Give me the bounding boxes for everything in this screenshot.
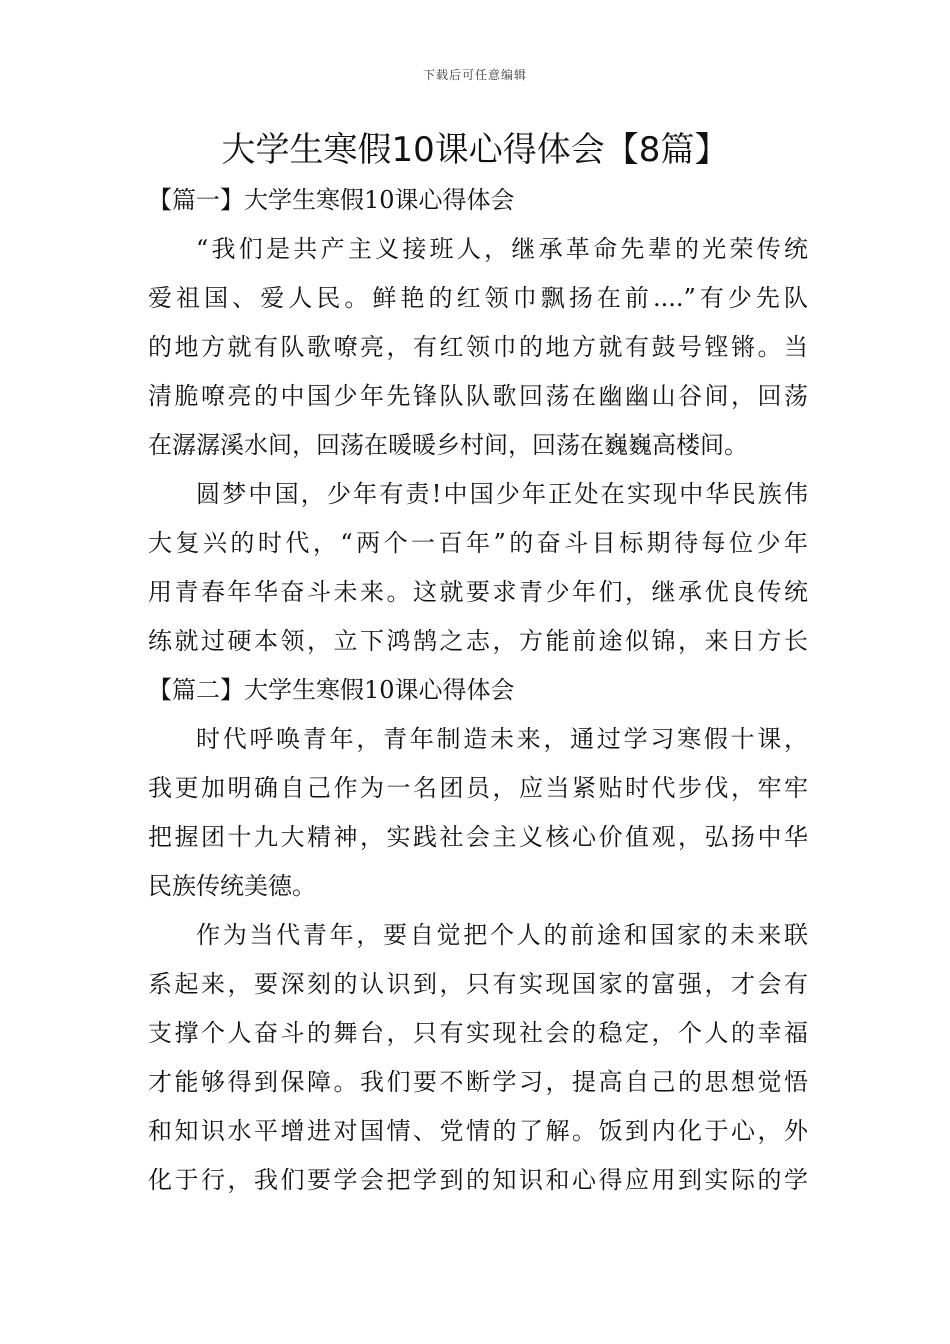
- paragraph-2-2: [148, 911, 808, 1205]
- text-line: 系起来，要深刻的认识到，只有实现国家的富强，才会有: [148, 970, 808, 998]
- text-line: 大复兴的时代，“两个一百年”的奋斗目标期待每位少年: [148, 529, 808, 557]
- text-line: 用青春年华奋斗未来。这就要求青少年们，继承优良传统: [148, 578, 808, 606]
- text-line: 时代呼唤青年，青年制造未来，通过学习寒假十课，: [196, 725, 808, 753]
- paragraph-1-2: [148, 470, 808, 666]
- text-line: 民族传统美德。: [148, 872, 316, 900]
- text-line: 作为当代青年，要自觉把个人的前途和国家的未来联: [196, 921, 808, 949]
- text-line: 在潺潺溪水间，回荡在暖暖乡村间，回荡在巍巍高楼间。: [148, 431, 748, 459]
- document-title: 大学生寒假10课心得体会【8篇】: [221, 130, 729, 170]
- text-line: “我们是共产主义接班人，继承革命先辈的光荣传统: [196, 235, 808, 263]
- text-line: 化于行，我们要学会把学到的知识和心得应用到实际的学: [148, 1166, 808, 1194]
- text-line: 我更加明确自己作为一名团员，应当紧贴时代步伐，牢牢: [148, 774, 808, 802]
- text-line: 练就过硬本领，立下鸿鹄之志，方能前途似锦，来日方长: [148, 627, 808, 655]
- paragraph-2-1: [148, 715, 808, 911]
- text-line: 的地方就有队歌嘹亮，有红领巾的地方就有鼓号铿锵。当: [148, 333, 808, 361]
- section-heading-2: 【篇二】大学生寒假10课心得体会: [148, 676, 515, 704]
- section-heading-1: 【篇一】大学生寒假10课心得体会: [148, 186, 515, 214]
- document-body: [148, 176, 808, 1205]
- page-header-note: 下载后可任意编辑: [422, 68, 527, 82]
- text-line: 圆梦中国，少年有责!中国少年正处在实现中华民族伟: [196, 480, 808, 508]
- text-line: 清脆嘹亮的中国少年先锋队队歌回荡在幽幽山谷间，回荡: [148, 382, 808, 410]
- paragraph-1-1: [148, 225, 808, 470]
- text-line: 才能够得到保障。我们要不断学习，提高自己的思想觉悟: [148, 1068, 808, 1096]
- text-line: 支撑个人奋斗的舞台，只有实现社会的稳定，个人的幸福: [148, 1019, 808, 1047]
- text-line: 把握团十九大精神，实践社会主义核心价值观，弘扬中华: [148, 823, 808, 851]
- text-line: 和知识水平增进对国情、党情的了解。饭到内化于心，外: [148, 1117, 808, 1145]
- text-line: 爱祖国、爱人民。鲜艳的红领巾飘扬在前....”有少先队: [148, 284, 808, 312]
